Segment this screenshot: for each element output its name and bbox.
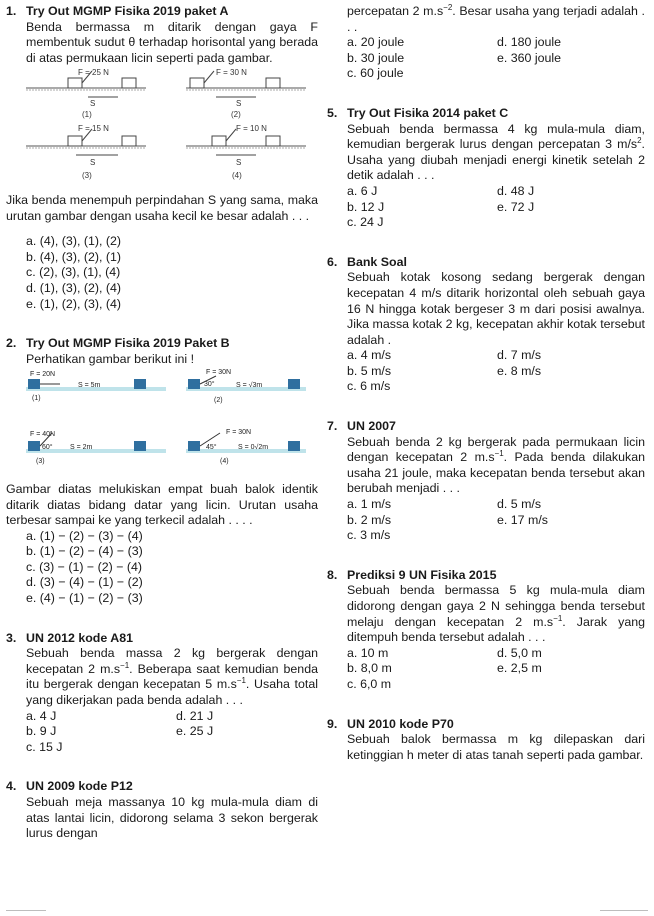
option-b[interactable]: b. 12 J [347, 199, 385, 214]
option-a[interactable]: a. 6 J [347, 183, 378, 198]
option-e[interactable]: e. 8 m/s [497, 363, 542, 378]
force-label-3: F = 15 N [78, 124, 109, 134]
disp-label-1: S [90, 99, 96, 109]
question-number: 5. [327, 105, 338, 120]
question-text [6, 646, 318, 708]
force-label-4: F = 10 N [236, 124, 267, 134]
superscript: −1 [120, 660, 130, 670]
option-b[interactable]: b. 30 joule [347, 50, 405, 65]
option-d[interactable]: d. 5 m/s [497, 497, 542, 512]
text-part-b: . Beberapa saat kemudian benda itu bergerak dengan kecepatan 5 m.s [26, 661, 318, 692]
option-e[interactable]: e. 17 m/s [497, 512, 548, 527]
question-3 [6, 631, 318, 756]
option-c[interactable]: c. (3) − (1) − (2) − (4) [26, 559, 143, 574]
text-part-c: . Usaha total yang dikerjakan pada benda adalah . . . [26, 677, 318, 708]
figure-svg [26, 367, 306, 477]
question-number: 3. [6, 630, 17, 645]
option-c[interactable]: c. (2), (3), (1), (4) [26, 265, 121, 280]
question-8 [327, 568, 645, 693]
force-label-3: F = 40N [30, 431, 56, 439]
option-d[interactable]: d. (1), (3), (2), (4) [26, 280, 122, 295]
option-a[interactable]: a. 20 joule [347, 35, 405, 50]
options [6, 529, 318, 607]
option-a[interactable]: a. 10 m [347, 645, 389, 660]
disp-label-3: S = 2m [70, 444, 93, 452]
question-text: Perhatikan gambar berikut ini ! [26, 351, 195, 366]
text-part-a: Sebuah benda massa 2 kg bergerak dengan kecepatan 2 m.s [26, 646, 318, 676]
text-part-a: Sebuah benda bermassa 4 kg mula-mula diam, kemudian bergerak lurus dengan percepatan 3 m/s [347, 121, 645, 152]
question-text: Sebuah meja massanya 10 kg mula-mula diam di atas lantai licin, didorong selama 3 sekon bergerak lurus dengan [26, 795, 318, 841]
disp-label-2: S = √3m [236, 382, 263, 390]
panel-label-1: (1) [82, 110, 92, 120]
question-4-continued [327, 4, 645, 82]
options [327, 184, 645, 231]
option-b[interactable]: b. 8,0 m [347, 661, 392, 676]
options [6, 234, 318, 312]
superscript: −2 [443, 2, 453, 12]
panel-label-2: (2) [231, 110, 241, 120]
option-c[interactable]: c. 60 joule [347, 66, 404, 81]
question-6 [327, 255, 645, 395]
question-number: 1. [6, 4, 17, 18]
question-text [327, 583, 645, 645]
question-number: 9. [327, 716, 338, 731]
option-d[interactable]: d. 180 joule [497, 35, 562, 50]
question-title: UN 2007 [347, 419, 396, 434]
superscript: −1 [236, 676, 246, 686]
option-a[interactable]: a. 4 m/s [347, 348, 392, 363]
question-text: Benda bermassa m ditarik dengan gaya F membentuk sudut θ terhadap horisontal yang berada di atas permukaan licin seperti pada gambar. [26, 19, 318, 65]
panel-label-1: (1) [32, 395, 41, 403]
option-e[interactable]: e. 360 joule [497, 50, 562, 65]
superscript: 2 [637, 136, 642, 146]
page-edge-line-right [600, 910, 648, 911]
question-text: Sebuah kotak kosong sedang bergerak dengan kecepatan 4 m/s ditarik horizontal oleh sebuah gaya 16 N hingga kotak bergeser 3 m dari posisi awalnya. Jika massa kotak 2 kg, kecepatan akhir kotak tersebut adalah . [347, 270, 645, 347]
force-label-2: F = 30N [206, 369, 232, 377]
option-c[interactable]: c. 24 J [347, 215, 384, 230]
question-text-2: Gambar diatas melukiskan empat buah balok identik ditarik diatas bidang datar yang licin. Urutan usaha terbesar sampai ke yang terkecil adalah . . . . [6, 481, 318, 528]
text-part-a: Sebuah benda bermassa 5 kg mula-mula diam didorong dengan gaya 2 N sehingga benda tersebut melaju dengan kecepatan 2 m.s [347, 583, 645, 629]
question-7 [327, 419, 645, 544]
question-title: Prediksi 9 UN Fisika 2015 [347, 567, 497, 582]
question-number: 8. [327, 567, 338, 582]
question-number: 7. [327, 419, 338, 434]
question-number: 2. [6, 336, 17, 351]
option-c[interactable]: c. 3 m/s [347, 528, 391, 543]
options [327, 497, 645, 544]
option-b[interactable]: b. 5 m/s [347, 363, 392, 378]
option-d[interactable]: d. (3) − (4) − (1) − (2) [26, 575, 143, 590]
panel-label-2: (2) [214, 397, 223, 405]
panel-label-4: (4) [232, 171, 242, 181]
question-text: Sebuah balok bermassa m kg dilepaskan dari ketinggian h meter di atas tanah seperti pada gambar. [347, 732, 645, 762]
disp-label-1: S = 5m [78, 382, 101, 390]
text-part-b: . Pada benda dilakukan usaha 21 joule, maka kecepatan benda tersebut akan berubah menjadi . . . [347, 450, 645, 496]
option-b[interactable]: b. (4), (3), (2), (1) [26, 249, 122, 264]
text-part-b: . Jarak yang ditempuh benda tersebut adalah . . . [347, 614, 646, 645]
option-e[interactable]: e. (1), (2), (3), (4) [26, 296, 122, 311]
option-c[interactable]: c. 6 m/s [347, 379, 391, 394]
question-text-cont [327, 4, 645, 35]
options [327, 348, 645, 395]
force-label-1: F = 25 N [78, 68, 109, 78]
force-label-2: F = 30 N [216, 68, 247, 78]
disp-label-4: S [236, 158, 242, 168]
question-text [327, 122, 645, 184]
disp-label-3: S [90, 158, 96, 168]
panel-label-4: (4) [220, 458, 229, 466]
left-column [6, 4, 318, 842]
question-title: Try Out MGMP Fisika 2019 paket A [26, 4, 229, 18]
panel-label-3: (3) [82, 171, 92, 181]
disp-label-4: S = 0√2m [238, 444, 269, 452]
option-e[interactable]: e. 25 J [176, 724, 214, 739]
angle-label-4: 45° [206, 444, 217, 452]
question-1 [6, 4, 318, 312]
question-title: UN 2010 kode P70 [347, 716, 454, 731]
question-title: Try Out Fisika 2014 paket C [347, 105, 509, 120]
text-part-a: Sebuah benda 2 kg bergerak pada permukaan licin dengan kecepatan 2 m.s [347, 434, 645, 465]
disp-label-2: S [236, 99, 242, 109]
options [327, 35, 645, 82]
option-a[interactable]: a. 1 m/s [347, 497, 392, 512]
option-a[interactable]: a. (4), (3), (1), (2) [26, 234, 122, 249]
angle-label-3: 60° [42, 444, 53, 452]
figure-blocks [6, 367, 318, 482]
question-number: 4. [6, 779, 17, 794]
question-title: Bank Soal [347, 254, 407, 269]
superscript: −1 [553, 613, 563, 623]
options [327, 646, 645, 693]
force-label-4: F = 30N [226, 429, 252, 437]
option-d[interactable]: d. 48 J [497, 183, 535, 198]
figure-forces-angle [6, 66, 318, 193]
option-c[interactable]: c. 6,0 m [347, 676, 392, 691]
option-b[interactable]: b. (1) − (2) − (4) − (3) [26, 544, 143, 559]
page-edge-line-left [6, 910, 46, 911]
option-e[interactable]: e. 2,5 m [497, 661, 542, 676]
option-d[interactable]: d. 5,0 m [497, 645, 542, 660]
figure-svg [26, 66, 316, 188]
superscript: −1 [494, 449, 504, 459]
text-part-b: . Besar usaha yang terjadi adalah . . . [347, 4, 645, 34]
question-title: UN 2012 kode A81 [26, 630, 133, 645]
question-5 [327, 106, 645, 231]
question-2 [6, 336, 318, 607]
question-title: Try Out MGMP Fisika 2019 Paket B [26, 336, 230, 351]
angle-label-2: 30° [204, 381, 215, 389]
question-text [327, 435, 645, 497]
question-number: 6. [327, 254, 338, 269]
option-a[interactable]: a. (1) − (2) − (3) − (4) [26, 528, 143, 543]
option-e[interactable]: e. (4) − (1) − (2) − (3) [26, 591, 143, 606]
option-d[interactable]: d. 21 J [176, 708, 214, 723]
question-9 [327, 717, 645, 764]
option-c[interactable]: c. 15 J [26, 739, 63, 754]
option-b[interactable]: b. 9 J [26, 724, 57, 739]
text-part-b: . Usaha yang diubah menjadi energi kinetik setelah 2 detik adalah . . . [347, 137, 645, 183]
option-d[interactable]: d. 7 m/s [497, 348, 542, 363]
option-b[interactable]: b. 2 m/s [347, 512, 392, 527]
question-text-2: Jika benda menempuh perpindahan S yang sama, maka urutan gambar dengan usaha kecil ke besar adalah . . . [6, 192, 318, 223]
option-e[interactable]: e. 72 J [497, 199, 535, 214]
options [6, 709, 318, 756]
force-label-1: F = 20N [30, 371, 56, 379]
question-title: UN 2009 kode P12 [26, 779, 133, 794]
question-4 [6, 779, 318, 841]
text-part-a: percepatan 2 m.s [347, 4, 444, 18]
right-column [327, 4, 645, 763]
panel-label-3: (3) [36, 458, 45, 466]
option-a[interactable]: a. 4 J [26, 708, 57, 723]
